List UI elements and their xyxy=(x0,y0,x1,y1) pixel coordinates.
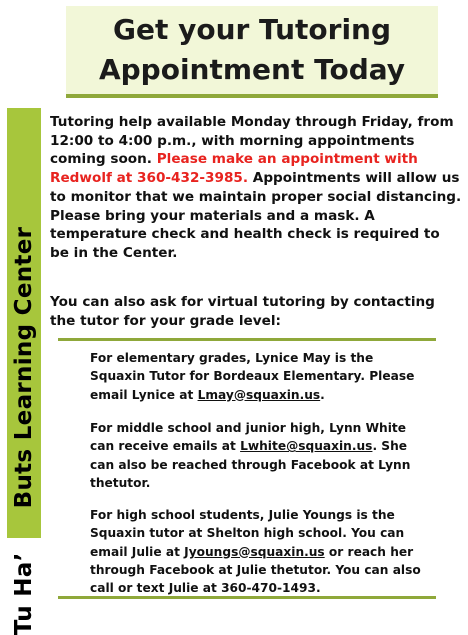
intro-text-a: Tutoring help available Monday through Friday, from 12:00 to 4:00 p.m., with morning appointments coming soon. xyxy=(50,114,454,168)
sidebar-label xyxy=(11,227,37,635)
elementary-email-link[interactable]: Lmay@squaxin.us xyxy=(197,387,321,402)
high-text-b: or reach her through Facebook at Julie thetutor. You can also call or text Julie at 360-470-1493. xyxy=(90,544,421,596)
high-school-paragraph xyxy=(90,506,430,597)
virtual-tutoring-paragraph: You can also ask for virtual tutoring by contacting the tutor for your grade level: xyxy=(50,294,435,329)
sidebar-label-part2: Buts Learning Center xyxy=(11,226,37,509)
elementary-text-a: For elementary grades, Lynice May is the Squaxin Tutor for Bordeaux Elementary. Please email Lynice at xyxy=(90,351,415,402)
elementary-text-b: . xyxy=(320,387,325,402)
appointment-highlight: Please make an appointment with Redwolf at 360-432-3985. xyxy=(50,151,418,187)
middle-school-paragraph xyxy=(90,419,430,492)
middle-text-b: . She can also be reached through Facebook at Lynn thetutor. xyxy=(90,439,411,490)
middle-text-a: For middle school and junior high, Lynn White can receive emails at xyxy=(90,421,406,454)
intro-text-b: Appointments will allow us to monitor that we maintain proper social distancing. Please bring your materials and a mask. A temperature check and health check is required to be in the Center. xyxy=(50,170,462,261)
sidebar-banner xyxy=(7,108,41,635)
sidebar-label-part1: Tu Ha’ xyxy=(11,552,37,635)
intro-paragraph xyxy=(50,113,462,263)
divider-bottom xyxy=(58,596,436,599)
high-email-link[interactable]: Jyoungs@squaxin.us xyxy=(184,544,325,559)
elementary-paragraph xyxy=(90,349,430,404)
middle-email-link[interactable]: Lwhite@squaxin.us xyxy=(240,439,373,454)
page-title-line-1: Get your Tutoring xyxy=(112,13,392,46)
high-text-a: For high school students, Julie Youngs is the Squaxin tutor at Shelton high school. You can email Julie at xyxy=(90,508,405,559)
title-banner xyxy=(66,6,438,98)
page-title-line-2: Appointment Today xyxy=(98,53,406,86)
divider-top xyxy=(58,338,436,341)
